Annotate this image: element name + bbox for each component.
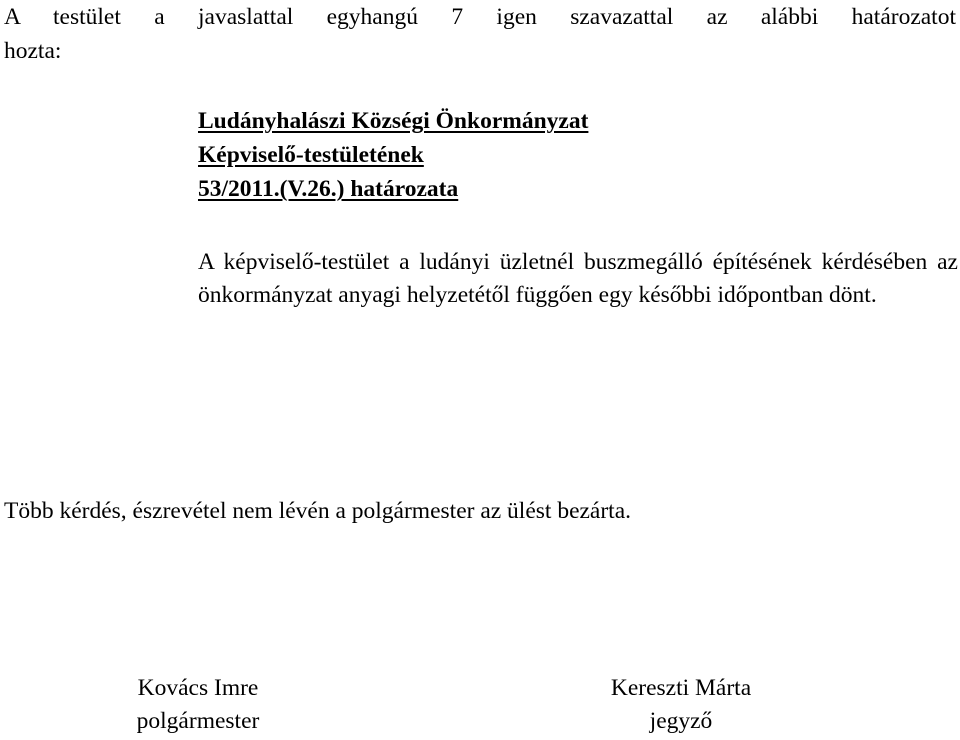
resolution-text: A képviselő-testület a ludányi üzletnél buszmegálló építésének kérdésében az önkormányzat anyagi helyzetétől függően egy későbbi időpontban dönt. <box>198 249 958 308</box>
resolution-number: 53/2011.(V.26.) határozata <box>198 176 459 202</box>
notary-title: jegyző <box>649 708 713 734</box>
mayor-title: polgármester <box>136 708 260 734</box>
closing-statement: Több kérdés, észrevétel nem lévén a polgármester az ülést bezárta. <box>4 498 632 524</box>
signature-notary <box>570 672 792 738</box>
mayor-name: Kovács Imre <box>137 675 259 701</box>
intro-paragraph <box>4 0 956 68</box>
resolution-heading <box>198 104 588 206</box>
resolution-board: Képviselő-testületének <box>198 142 424 168</box>
intro-line-1: A testület a javaslattal egyhangú 7 igen szavazattal az alábbi határozatot <box>4 4 956 30</box>
signature-mayor <box>100 672 296 738</box>
intro-line-2: hozta: <box>4 38 62 64</box>
resolution-body-name: Ludányhalászi Községi Önkormányzat <box>198 108 589 134</box>
notary-name: Kereszti Márta <box>610 675 752 701</box>
